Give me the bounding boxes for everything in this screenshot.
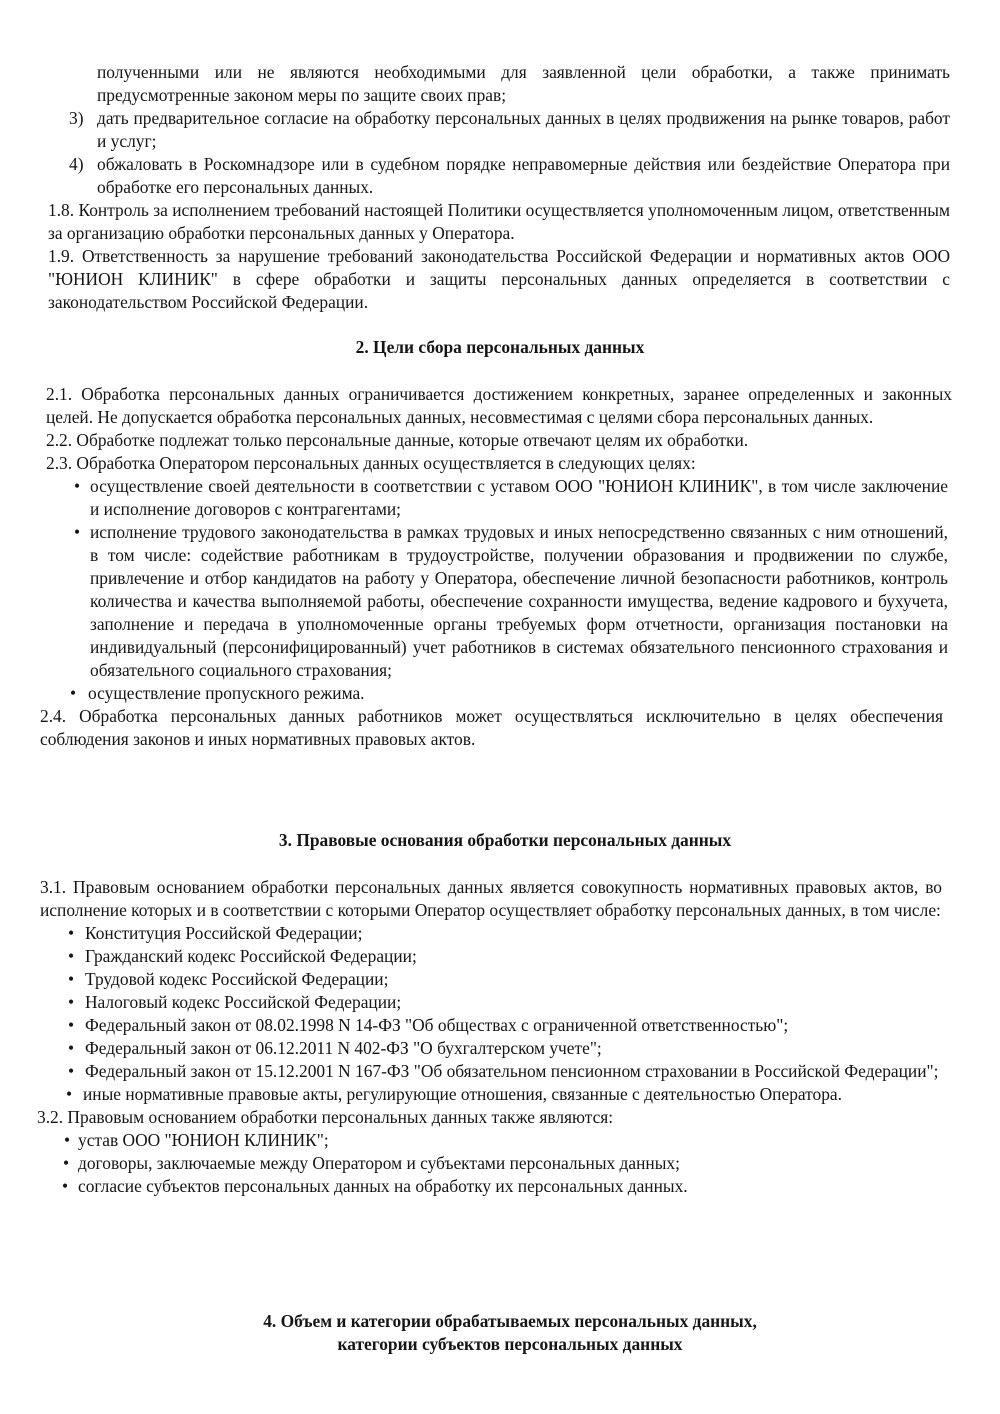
bullet-icon: •	[68, 992, 75, 1012]
legal-basis-bullet	[0, 1083, 1000, 1106]
bullet-text: согласие субъектов персональных данных на обработку их персональных данных.	[78, 1176, 688, 1196]
clause-2-3: 2.3. Обработка Оператором персональных данных осуществляется в следующих целях:	[46, 453, 696, 473]
bullet-icon: •	[68, 946, 75, 966]
clause-3-1: 3.1. Правовым основанием обработки персональных данных является совокупность нормативных правовых актов, во исполнение которых и в соответствии с которыми Оператор осуществляет обработку персональных данных, в том числе:	[40, 877, 942, 920]
bullet-icon: •	[68, 923, 75, 943]
section-3-heading: 3. Правовые основания обработки персональных данных	[278, 830, 732, 850]
legal-basis-bullet	[0, 991, 1000, 1014]
bullet-text: Конституция Российской Федерации;	[85, 923, 363, 943]
legal-basis-bullet-2	[0, 1175, 1000, 1198]
bullet-text: исполнение трудового законодательства в рамках трудовых и иных непосредственно связанных с ним отношений, в том числе: содействие работникам в трудоустройстве, получении образования и продвижении по службе, привлечение и отбор кандидатов на работу у Оператора, обеспечение личной безопасности работников, контроль количества и качества выполняемой работы, обеспечение сохранности имущества, ведение кадрового и бухучета, заполнение и передача в уполномоченные органы требуемых форм отчетности, организация постановки на индивидуальный (персонифицированный) учет работников в системах обязательного пенсионного страхования и обязательного социального страхования;	[90, 522, 948, 680]
legal-basis-bullet	[0, 1037, 1000, 1060]
clause-2-2: 2.2. Обработке подлежат только персональные данные, которые отвечают целям их обработки.	[46, 430, 749, 450]
bullet-text: Гражданский кодекс Российской Федерации;	[85, 946, 417, 966]
section-4-heading-line-2: категории субъектов персональных данных	[337, 1334, 683, 1354]
section-2-heading: 2. Цели сбора персональных данных	[355, 337, 645, 357]
bullet-text: устав ООО "ЮНИОН КЛИНИК";	[78, 1130, 329, 1150]
bullet-text: Трудовой кодекс Российской Федерации;	[85, 969, 389, 989]
section-4-heading	[0, 1310, 1000, 1356]
bullet-icon: •	[68, 1015, 75, 1035]
bullet-text: Налоговый кодекс Российской Федерации;	[85, 992, 402, 1012]
item-text: дать предварительное согласие на обработку персональных данных в целях продвижения на рынке товаров, работ и услуг;	[97, 108, 950, 151]
bullet-icon: •	[63, 1153, 70, 1173]
rights-item-4	[0, 153, 1000, 199]
clause-2-4: 2.4. Обработка персональных данных работников может осуществляться исключительно в целях обеспечения соблюдения законов и иных нормативных правовых актов.	[40, 706, 943, 749]
bullet-text: Федеральный закон от 15.12.2001 N 167-ФЗ "Об обязательном пенсионном страховании в Российской Федерации";	[85, 1061, 939, 1081]
bullet-icon: •	[66, 1084, 73, 1104]
bullet-icon: •	[74, 522, 81, 542]
legal-basis-bullet	[0, 945, 1000, 968]
bullet-text: договоры, заключаемые между Оператором и субъектами персональных данных;	[78, 1153, 680, 1173]
item-text: обжаловать в Роскомнадзоре или в судебном порядке неправомерные действия или бездействие Оператора при обработке его персональных данных.	[97, 154, 950, 197]
bullet-icon: •	[68, 969, 75, 989]
clause-2-1: 2.1. Обработка персональных данных ограничивается достижением конкретных, заранее определенных и законных целей. Не допускается обработка персональных данных, несовместимая с целями сбора персональных данных.	[46, 384, 952, 427]
bullet-icon: •	[70, 683, 77, 703]
bullet-icon: •	[64, 1130, 71, 1150]
bullet-text: Федеральный закон от 06.12.2011 N 402-ФЗ "О бухгалтерском учете";	[85, 1038, 602, 1058]
bullet-icon: •	[62, 1176, 69, 1196]
bullet-icon: •	[68, 1038, 75, 1058]
clause-3-2: 3.2. Правовым основанием обработки персональных данных также являются:	[37, 1107, 614, 1127]
section-2-body	[0, 383, 1000, 751]
bullet-text: осуществление своей деятельности в соответствии с уставом ООО "ЮНИОН КЛИНИК", в том числе заключение и исполнение договоров с контрагентами;	[90, 476, 948, 519]
rights-item-3	[0, 107, 1000, 153]
bullet-text: осуществление пропускного режима.	[88, 683, 365, 703]
top-block	[0, 61, 1000, 314]
continued-item-text: полученными или не являются необходимыми для заявленной цели обработки, а также принимать предусмотренные законом меры по защите своих прав;	[97, 62, 950, 105]
purpose-bullet	[0, 475, 1000, 521]
legal-basis-bullet-2	[0, 1129, 1000, 1152]
purpose-bullet	[0, 521, 1000, 682]
bullet-icon: •	[68, 1061, 75, 1081]
item-number: 4)	[69, 154, 84, 174]
clause-1-8: 1.8. Контроль за исполнением требований настоящей Политики осуществляется уполномоченным лицом, ответственным за организацию обработки персональных данных у Оператора.	[48, 200, 950, 243]
bullet-text: Федеральный закон от 08.02.1998 N 14-ФЗ "Об обществах с ограниченной ответственностью";	[85, 1015, 789, 1035]
bullet-icon: •	[74, 476, 81, 496]
legal-basis-bullet	[0, 1060, 1000, 1083]
legal-basis-bullet	[0, 922, 1000, 945]
item-number: 3)	[69, 108, 84, 128]
section-4-heading-line-1: 4. Объем и категории обрабатываемых персональных данных,	[263, 1311, 757, 1331]
bullet-text: иные нормативные правовые акты, регулирующие отношения, связанные с деятельностью Оператора.	[83, 1084, 842, 1104]
purpose-bullet	[0, 682, 1000, 705]
legal-basis-bullet-2	[0, 1152, 1000, 1175]
section-3-body	[0, 876, 1000, 1198]
clause-1-9: 1.9. Ответственность за нарушение требований законодательства Российской Федерации и нормативных актов ООО "ЮНИОН КЛИНИК" в сфере обработки и защиты персональных данных определяется в соответствии с законодательством Российской Федерации.	[48, 246, 950, 312]
legal-basis-bullet	[0, 968, 1000, 991]
legal-basis-bullet	[0, 1014, 1000, 1037]
